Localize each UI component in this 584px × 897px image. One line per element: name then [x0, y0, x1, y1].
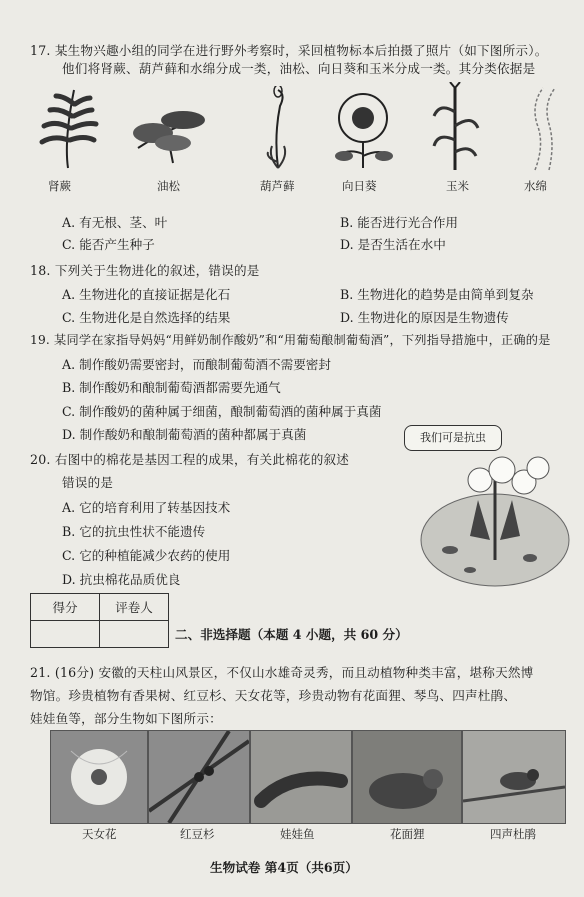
plant-label-fern: 肾蕨	[48, 179, 71, 193]
q18-option-b[interactable]: B. 生物进化的趋势是由简单到复杂	[340, 287, 534, 302]
q18-stem: 18. 下列关于生物进化的叙述，错误的是	[30, 263, 260, 278]
photo-cuckoo	[462, 730, 566, 824]
plant-label-spirogyra: 水绵	[524, 179, 547, 193]
plant-label-moss: 葫芦藓	[260, 179, 295, 193]
q18-option-a[interactable]: A. 生物进化的直接证据是化石	[62, 287, 231, 302]
q17-option-c[interactable]: C. 能否产生种子	[62, 237, 155, 252]
photo-yew	[148, 730, 250, 824]
q20-option-a[interactable]: A. 它的培育利用了转基因技术	[62, 500, 231, 515]
q20-option-d[interactable]: D. 抗虫棉花品质优良	[62, 572, 181, 587]
q19-option-c[interactable]: C. 制作酸奶的菌种属于细菌，酿制葡萄酒的菌种属于真菌	[62, 404, 382, 419]
cotton-illustration	[420, 440, 570, 590]
caption-salamander: 娃娃鱼	[280, 827, 315, 841]
score-cell[interactable]	[31, 621, 100, 648]
q17-stem-line1: 17. 某生物兴趣小组的同学在进行野外考察时，采回植物标本后拍摄了照片（如下图所示）。	[30, 43, 548, 58]
plant-label-pine: 油松	[157, 179, 180, 193]
corn-illustration	[430, 82, 480, 172]
caption-magnolia: 天女花	[82, 827, 117, 841]
photo-salamander	[250, 730, 352, 824]
q19-option-d[interactable]: D. 制作酸奶和酿制葡萄酒的菌种都属于真菌	[62, 427, 307, 442]
caption-cuckoo: 四声杜鹃	[490, 827, 536, 841]
q21-stem-line1: 21. (16分) 安徽的天柱山风景区，不仅山水雄奇灵秀，而且动植物种类丰富，堪称天然博	[30, 665, 534, 680]
section-title: 二、非选择题（本题 4 小题，共 60 分）	[175, 627, 408, 642]
q19-option-a[interactable]: A. 制作酸奶需要密封，而酿制葡萄酒不需要密封	[62, 357, 331, 372]
q17-option-d[interactable]: D. 是否生活在水中	[340, 237, 446, 252]
moss-illustration	[262, 86, 296, 172]
q17-option-b[interactable]: B. 能否进行光合作用	[340, 215, 459, 230]
spirogyra-illustration	[525, 84, 565, 172]
q20-option-c[interactable]: C. 它的种植能减少农药的使用	[62, 548, 231, 563]
q17-option-a[interactable]: A. 有无根、茎、叶	[62, 215, 168, 230]
photo-civet	[352, 730, 462, 824]
page-footer: 生物试卷 第4页（共6页）	[210, 860, 358, 875]
plant-label-sunflower: 向日葵	[342, 179, 377, 193]
reviewer-cell[interactable]	[100, 621, 169, 648]
q20-stem-line2: 错误的是	[62, 475, 114, 490]
plant-label-corn: 玉米	[446, 179, 469, 193]
q18-option-d[interactable]: D. 生物进化的原因是生物遗传	[340, 310, 509, 325]
pine-illustration	[128, 88, 208, 170]
q19-stem: 19. 某同学在家指导妈妈“用鲜奶制作酸奶”和“用葡萄酿制葡萄酒”，下列指导措施中，正确的是	[30, 333, 551, 347]
photo-magnolia	[50, 730, 148, 824]
q19-option-b[interactable]: B. 制作酸奶和酿制葡萄酒都需要先通气	[62, 380, 281, 395]
fern-illustration	[34, 80, 102, 170]
q21-stem-line2: 物馆。珍贵植物有香果树、红豆杉、天女花等，珍贵动物有花面狸、琴鸟、四声杜鹃、	[30, 688, 517, 703]
sunflower-illustration	[328, 90, 398, 170]
cotton-speech-bubble: 我们可是抗虫	[404, 425, 502, 451]
q17-stem-line2: 他们将肾蕨、葫芦藓和水绵分成一类，油松、向日葵和玉米分成一类。其分类依据是	[62, 61, 536, 76]
score-header: 得分	[31, 594, 100, 621]
q18-option-c[interactable]: C. 生物进化是自然选择的结果	[62, 310, 231, 325]
q20-stem-line1: 20. 右图中的棉花是基因工程的成果，有关此棉花的叙述	[30, 452, 350, 467]
reviewer-header: 评卷人	[100, 594, 169, 621]
score-table	[30, 593, 169, 648]
caption-yew: 红豆杉	[180, 827, 215, 841]
q20-option-b[interactable]: B. 它的抗虫性状不能遗传	[62, 524, 206, 539]
q21-stem-line3: 娃娃鱼等，部分生物如下图所示：	[30, 711, 222, 726]
caption-civet: 花面狸	[390, 827, 425, 841]
